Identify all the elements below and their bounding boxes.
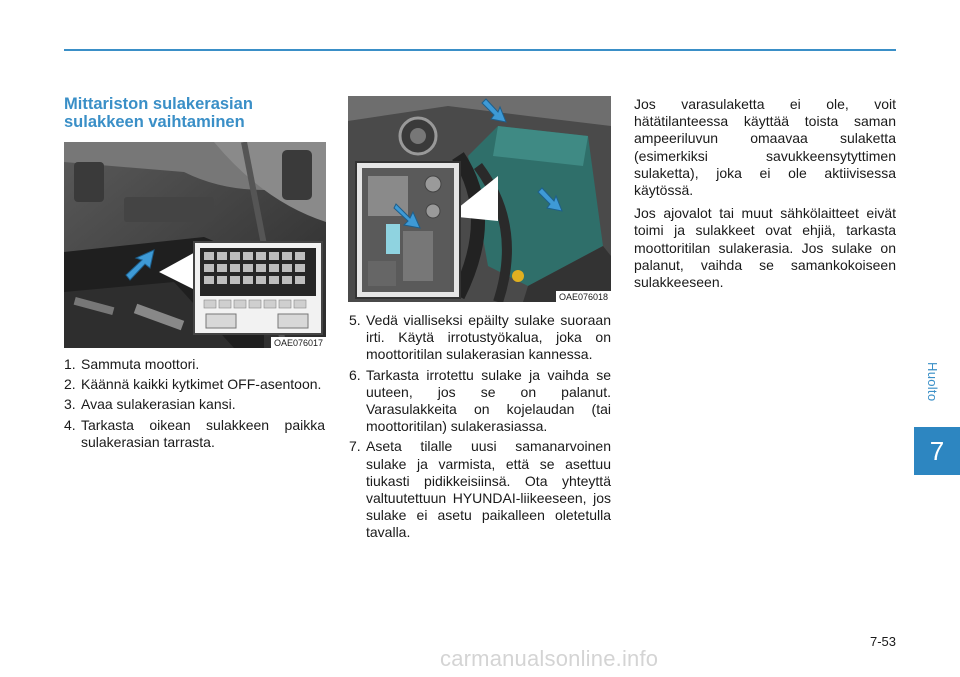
section-heading: Mittariston sulakerasian sulakkeen vaihtaminen bbox=[64, 95, 253, 131]
list-item: 6. Tarkasta irrotettu sulake ja vaihda se uuteen, jos se on palanut. Varasulakkeita on kojelaudan (tai moottoritilan) sulakerasiassa. bbox=[349, 366, 611, 435]
top-rule bbox=[64, 49, 896, 51]
figure-code-left: OAE076017 bbox=[271, 337, 326, 348]
steps-list-middle bbox=[349, 312, 611, 542]
steps-left-column bbox=[64, 356, 325, 454]
figure-engine-fuse-box bbox=[348, 96, 611, 302]
steps-middle-column bbox=[349, 312, 611, 545]
list-item: 4. Tarkasta oikean sulakkeen paikka sulakerasian tarrasta. bbox=[64, 416, 325, 450]
chapter-number: 7 bbox=[929, 435, 945, 466]
list-item: 7. Aseta tilalle uusi samanarvoinen sulake ja varmista, että se asettuu tiukasti pidikkeisiinsä. Ota yhteyttä valtuutettuun HYUNDAI-liikeeseen, jos sulake ei asetu paikalleen oletetulla tavalla. bbox=[349, 438, 611, 541]
dashboard-illustration bbox=[64, 142, 326, 348]
figure-dashboard-fuse-panel bbox=[64, 142, 326, 348]
figure-code-right: OAE076018 bbox=[556, 291, 611, 302]
list-item: 2. Käännä kaikki kytkimet OFF-asentoon. bbox=[64, 376, 322, 393]
watermark: carmanualsonline.info bbox=[440, 646, 659, 671]
page-number: 7-53 bbox=[869, 634, 896, 649]
paragraph-spare-fuse: Jos varasulaketta ei ole, voit hätätilanteessa käyttää toista saman ampeeriluvun omaavaa sulaketta (esimerkiksi savukkeensytyttimen sulaketta), joka ei ole aktiivisessa käytössä. bbox=[634, 96, 896, 199]
list-item: 5. Vedä vialliseksi epäilty sulake suoraan irti. Käytä irrotustyökalua, joka on moottoritilan sulakerasian kannessa. bbox=[349, 312, 611, 363]
section-tab bbox=[920, 362, 948, 432]
engine-bay-illustration bbox=[348, 96, 611, 302]
section-tab-label: Huolto bbox=[925, 362, 940, 402]
list-item: 3. Avaa sulakerasian kansi. bbox=[64, 396, 236, 413]
list-item: 1. Sammuta moottori. bbox=[64, 356, 200, 372]
paragraph-engine-fuse-check: Jos ajovalot tai muut sähkölaitteet eivät toimi ja sulakkeet ovat ehjiä, tarkasta moottoritilan sulakerasia. Jos sulake on palanut, vaihda se samankokoiseen sulakkeeseen. bbox=[634, 205, 896, 291]
steps-list-left bbox=[64, 356, 325, 451]
right-column bbox=[634, 96, 896, 297]
chapter-number-box bbox=[914, 427, 960, 475]
